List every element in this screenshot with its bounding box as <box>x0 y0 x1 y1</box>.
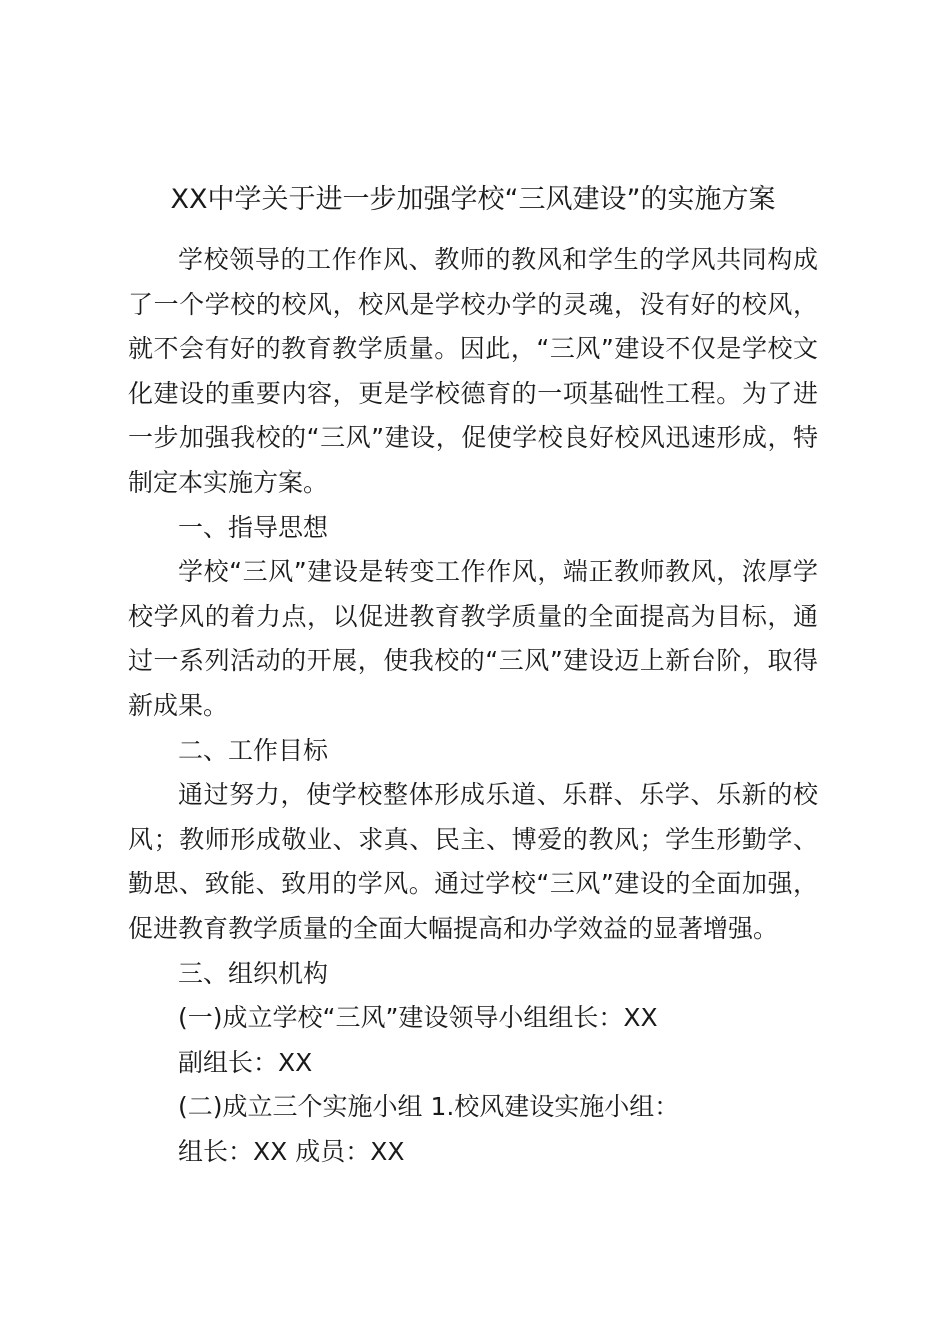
section-heading-work-goals: 二、工作目标 <box>178 735 329 765</box>
section-heading-organization: 三、组织机构 <box>178 958 329 988</box>
intro-paragraph: 学校领导的工作作风、教师的教风和学生的学风共同构成了一个学校的校风，校风是学校办学的灵魂，没有好的校风，就不会有好的教育教学质量。因此，“三风”建设不仅是学校文化建设的重要内容，更是学校德育的一项基础性工程。为了进一步加强我校的“三风”建设，促使学校良好校风迅速形成，特制定本实施方案。 <box>128 245 818 497</box>
deputy-leader-line: 副组长：XX <box>178 1047 313 1077</box>
document-title: XX中学关于进一步加强学校“三风建设”的实施方案 <box>170 184 776 215</box>
guiding-ideology-paragraph: 学校“三风”建设是转变工作作风，端正教师教风，浓厚学校学风的着力点，以促进教育教学质量的全面提高为目标，通过一系列活动的开展，使我校的“三风”建设迈上新台阶，取得新成果。 <box>128 557 818 720</box>
document-page <box>128 178 818 1174</box>
leading-group-line: (一)成立学校“三风”建设领导小组组长：XX <box>178 1003 658 1033</box>
section-heading-guiding-ideology: 一、指导思想 <box>178 512 329 542</box>
implementation-groups-line: (二)成立三个实施小组 1.校风建设实施小组： <box>178 1092 680 1122</box>
work-goals-paragraph: 通过努力，使学校整体形成乐道、乐群、乐学、乐新的校风；教师形成敬业、求真、民主、博爱的教风；学生形勤学、勤思、致能、致用的学风。通过学校“三风”建设的全面加强，促进教育教学质量的全面大幅提高和办学效益的显著增强。 <box>128 780 818 943</box>
group-members-line: 组长：XX 成员：XX <box>178 1136 405 1166</box>
